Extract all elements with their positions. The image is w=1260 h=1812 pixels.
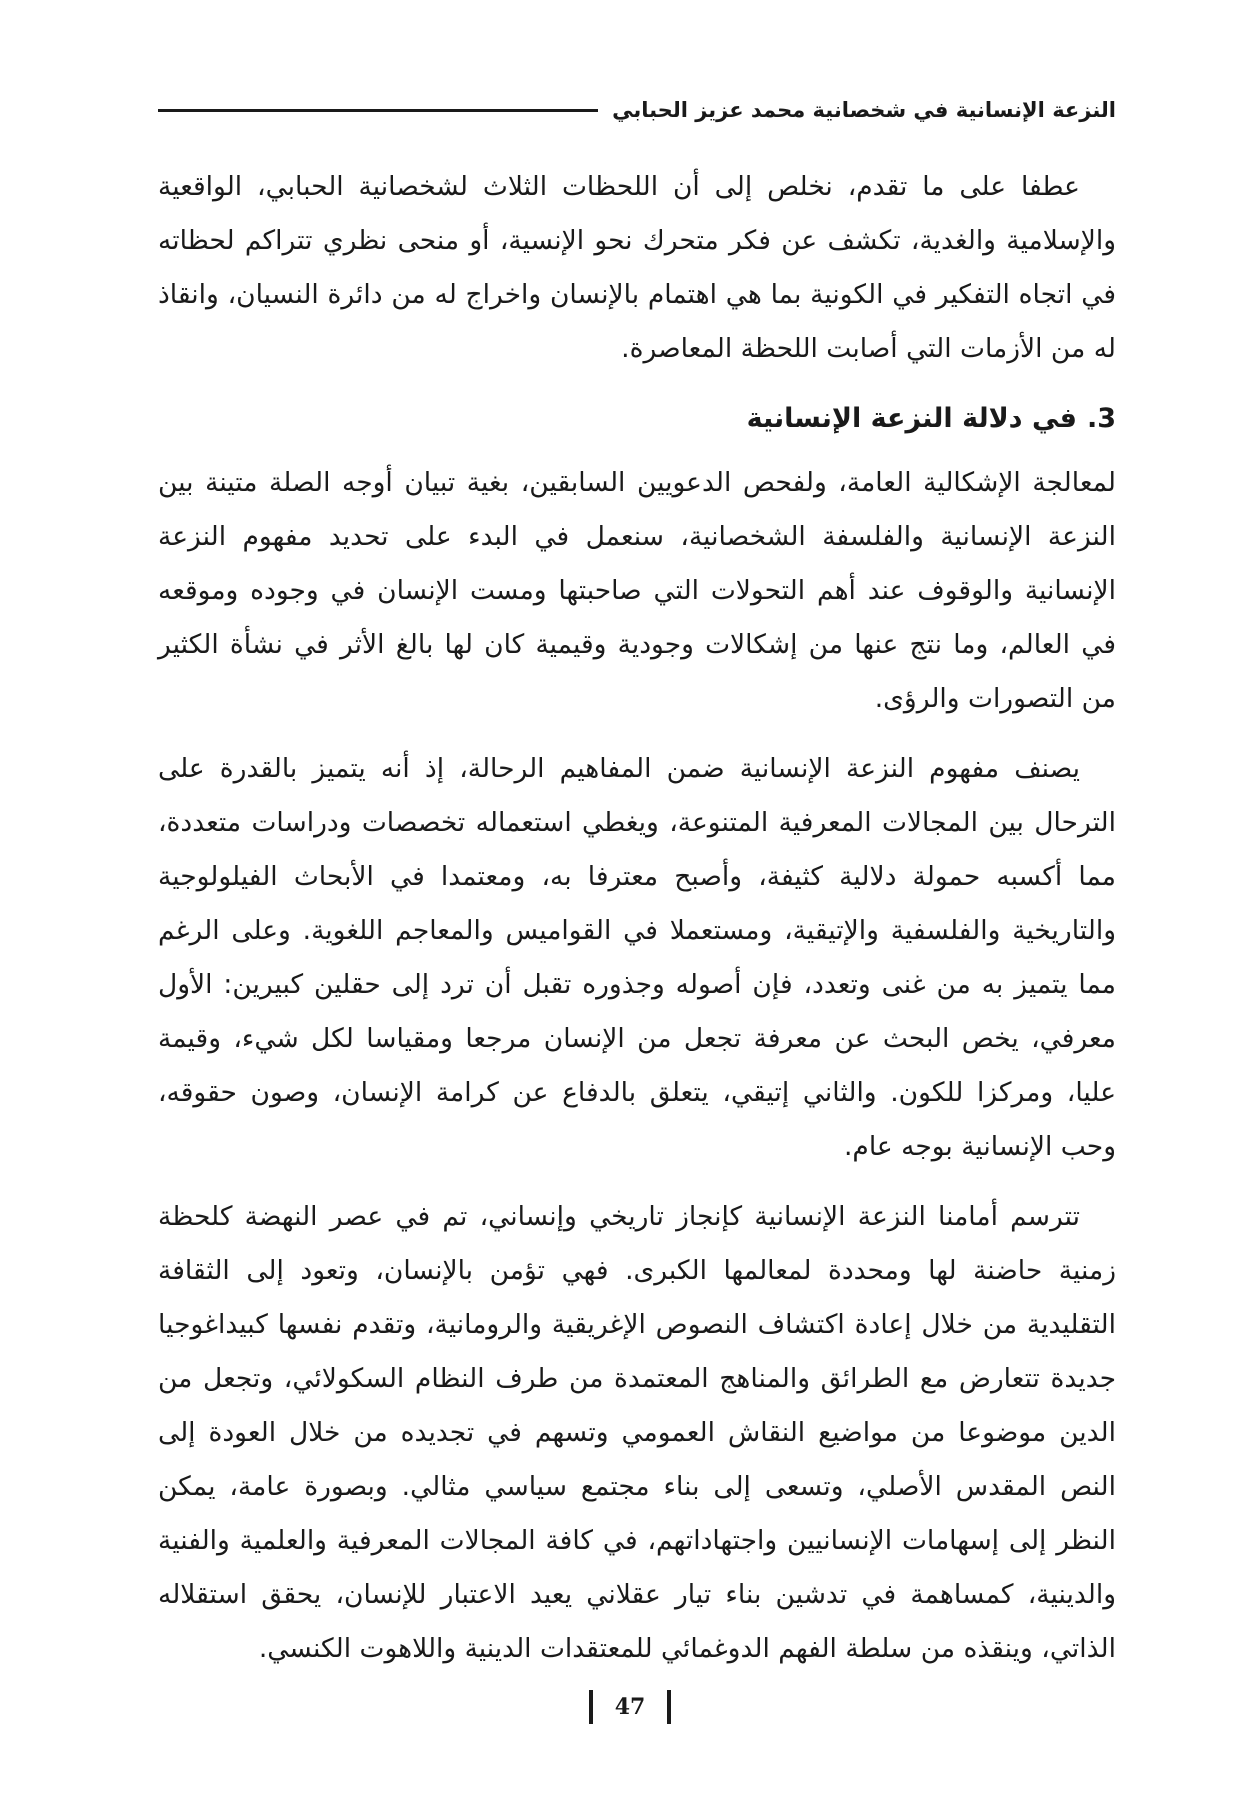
- header-rule: [158, 109, 598, 112]
- section-heading: [158, 392, 1116, 446]
- section-title: في دلالة النزعة الإنسانية: [746, 403, 1077, 434]
- running-header-title: النزعة الإنسانية في شخصانية محمد عزيز الحبابي: [612, 98, 1116, 122]
- paragraph-1: عطفا على ما تقدم، نخلص إلى أن اللحظات الثلاث لشخصانية الحبابي، الواقعية والإسلامية والغدية، تكشف عن فكر متحرك نحو الإنسية، أو منحى نظري تتراكم لحظاته في اتجاه التفكير في الكونية بما هي اهتمام بالإنسان واخراج له من دائرة النسيان، وانقاذ له من الأزمات التي أصابت اللحظة المعاصرة.: [158, 171, 1116, 364]
- section-number: 3.: [1086, 403, 1116, 434]
- page-number: 47: [614, 1694, 646, 1720]
- body-text: [158, 160, 1116, 1692]
- paragraph-2: لمعالجة الإشكالية العامة، ولفحص الدعويين السابقين، بغية تبيان أوجه الصلة متينة بين النزعة الإنسانية والفلسفة الشخصانية، سنعمل في البدء على تحديد مفهوم النزعة الإنسانية والوقوف عند أهم التحولات التي صاحبتها ومست الإنسان في وجوده وموقعه في العالم، وما نتج عنها من إشكالات وجودية وقيمية كان لها بالغ الأثر في نشأة الكثير من التصورات والرؤى.: [158, 467, 1116, 714]
- page-footer: [0, 1690, 1260, 1724]
- paragraph-4: تترسم أمامنا النزعة الإنسانية كإنجاز تاريخي وإنساني، تم في عصر النهضة كلحظة زمنية حاضنة لها ومحددة لمعالمها الكبرى. فهي تؤمن بالإنسان، وتعود إلى الثقافة التقليدية من خلال إعادة اكتشاف النصوص الإغريقية والرومانية، وتقدم نفسها كبيداغوجيا جديدة تتعارض مع الطرائق والمناهج المعتمدة من طرف النظام السكولائي، وتجعل من الدين موضوعا من مواضيع النقاش العمومي وتسهم في تجديده من خلال العودة إلى النص المقدس الأصلي، وتسعى إلى بناء مجتمع سياسي مثالي. وبصورة عامة، يمكن النظر إلى إسهامات الإنسانيين واجتهاداتهم، في كافة المجالات المعرفية والعلمية والفنية والدينية، كمساهمة في تدشين بناء تيار عقلاني يعيد الاعتبار للإنسان، يحقق استقلاله الذاتي، وينقذه من سلطة الفهم الدوغمائي للمعتقدات الدينية واللاهوت الكنسي.: [158, 1201, 1116, 1664]
- running-header: [158, 88, 1116, 132]
- paragraph-3: يصنف مفهوم النزعة الإنسانية ضمن المفاهيم الرحالة، إذ أنه يتميز بالقدرة على الترحال بين المجالات المعرفية المتنوعة، ويغطي استعماله تخصصات ودراسات متعددة، مما أكسبه حمولة دلالية كثيفة، وأصبح معترفا به، ومعتمدا في الأبحاث الفيلولوجية والتاريخية والفلسفية والإتيقية، ومستعملا في القواميس والمعاجم اللغوية. وعلى الرغم مما يتميز به من غنى وتعدد، فإن أصوله وجذوره تقبل أن ترد إلى حقلين كبيرين: الأول معرفي، يخص البحث عن معرفة تجعل من الإنسان مرجعا ومقياسا لكل شيء، وقيمة عليا، ومركزا للكون. والثاني إتيقي، يتعلق بالدفاع عن كرامة الإنسان، وصون حقوقه، وحب الإنسانية بوجه عام.: [158, 753, 1116, 1162]
- page-number-right-bar: [667, 1690, 671, 1724]
